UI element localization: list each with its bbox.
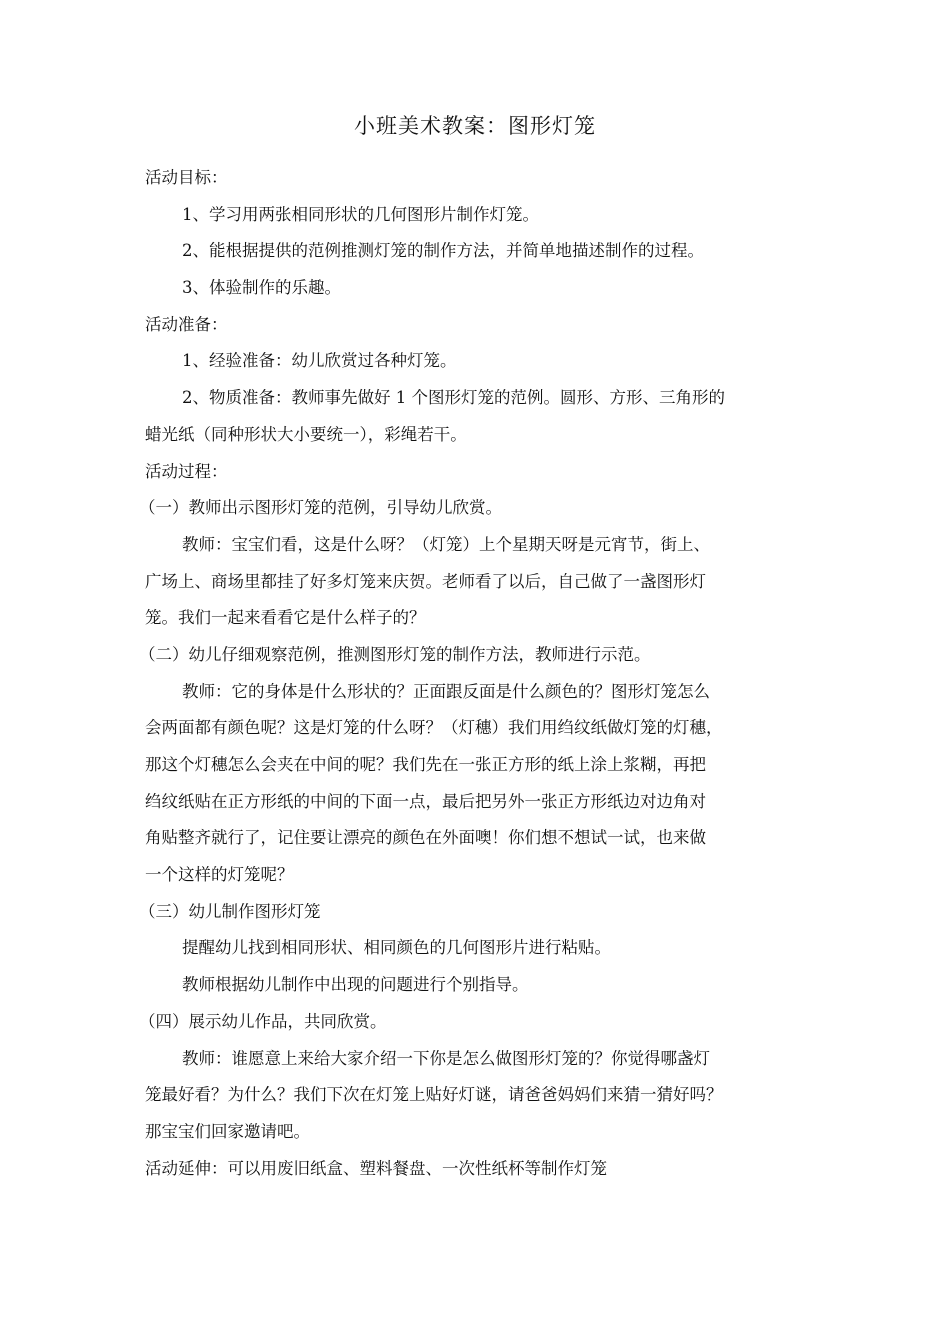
paragraph-line: 1、经验准备：幼儿欣赏过各种灯笼。: [182, 351, 457, 371]
step-heading: （四）展示幼儿作品，共同欣赏。: [139, 1011, 387, 1031]
step-heading: （三）幼儿制作图形灯笼: [139, 901, 321, 921]
paragraph-line: 蜡光纸（同种形状大小要统一），彩绳若干。: [145, 424, 467, 444]
section-heading: 活动延伸：可以用废旧纸盒、塑料餐盘、一次性纸杯等制作灯笼: [145, 1158, 607, 1178]
paragraph-line: 3、体验制作的乐趣。: [182, 278, 341, 298]
paragraph-line: 提醒幼儿找到相同形状、相同颜色的几何图形片进行粘贴。: [182, 938, 611, 958]
paragraph-line: 笼。我们一起来看看它是什么样子的？: [145, 608, 426, 628]
section-heading: 活动准备：: [145, 314, 228, 334]
paragraph-line: 绉纹纸贴在正方形纸的中间的下面一点，最后把另外一张正方形纸边对边角对: [145, 791, 706, 811]
step-heading: （二）幼儿仔细观察范例，推测图形灯笼的制作方法，教师进行示范。: [139, 644, 651, 664]
paragraph-line: 一个这样的灯笼呢？: [145, 865, 294, 885]
paragraph-line: 教师：宝宝们看，这是什么呀？（灯笼）上个星期天呀是元宵节，街上、: [182, 534, 710, 554]
paragraph-line: 2、物质准备：教师事先做好 1 个图形灯笼的范例。圆形、方形、三角形的: [182, 388, 725, 408]
section-heading: 活动目标：: [145, 168, 228, 187]
paragraph-line: 1、学习用两张相同形状的几何图形片制作灯笼。: [182, 204, 539, 224]
paragraph-line: 广场上、商场里都挂了好多灯笼来庆贺。老师看了以后，自己做了一盏图形灯: [145, 571, 706, 591]
paragraph-line: 教师：它的身体是什么形状的？正面跟反面是什么颜色的？图形灯笼怎么: [182, 681, 710, 701]
paragraph-line: 教师：谁愿意上来给大家介绍一下你是怎么做图形灯笼的？你觉得哪盏灯: [182, 1048, 710, 1068]
paragraph-line: 教师根据幼儿制作中出现的问题进行个别指导。: [182, 975, 529, 995]
document-title: 小班美术教案：图形灯笼: [354, 114, 596, 138]
paragraph-line: 角贴整齐就行了，记住要让漂亮的颜色在外面噢！你们想不想试一试，也来做: [145, 828, 706, 848]
section-heading: 活动过程：: [145, 461, 228, 481]
paragraph-line: 那宝宝们回家邀请吧。: [145, 1121, 310, 1141]
paragraph-line: 那这个灯穗怎么会夹在中间的呢？我们先在一张正方形的纸上涂上浆糊，再把: [145, 755, 706, 774]
paragraph-line: 2、能根据提供的范例推测灯笼的制作方法，并简单地描述制作的过程。: [182, 241, 704, 261]
paragraph-line: 会两面都有颜色呢？这是灯笼的什么呀？（灯穗）我们用绉纹纸做灯笼的灯穗，: [145, 718, 723, 738]
paragraph-line: 笼最好看？为什么？我们下次在灯笼上贴好灯谜，请爸爸妈妈们来猜一猜好吗？: [145, 1085, 723, 1105]
document-body: [139, 160, 830, 1187]
step-heading: （一）教师出示图形灯笼的范例，引导幼儿欣赏。: [139, 498, 502, 518]
